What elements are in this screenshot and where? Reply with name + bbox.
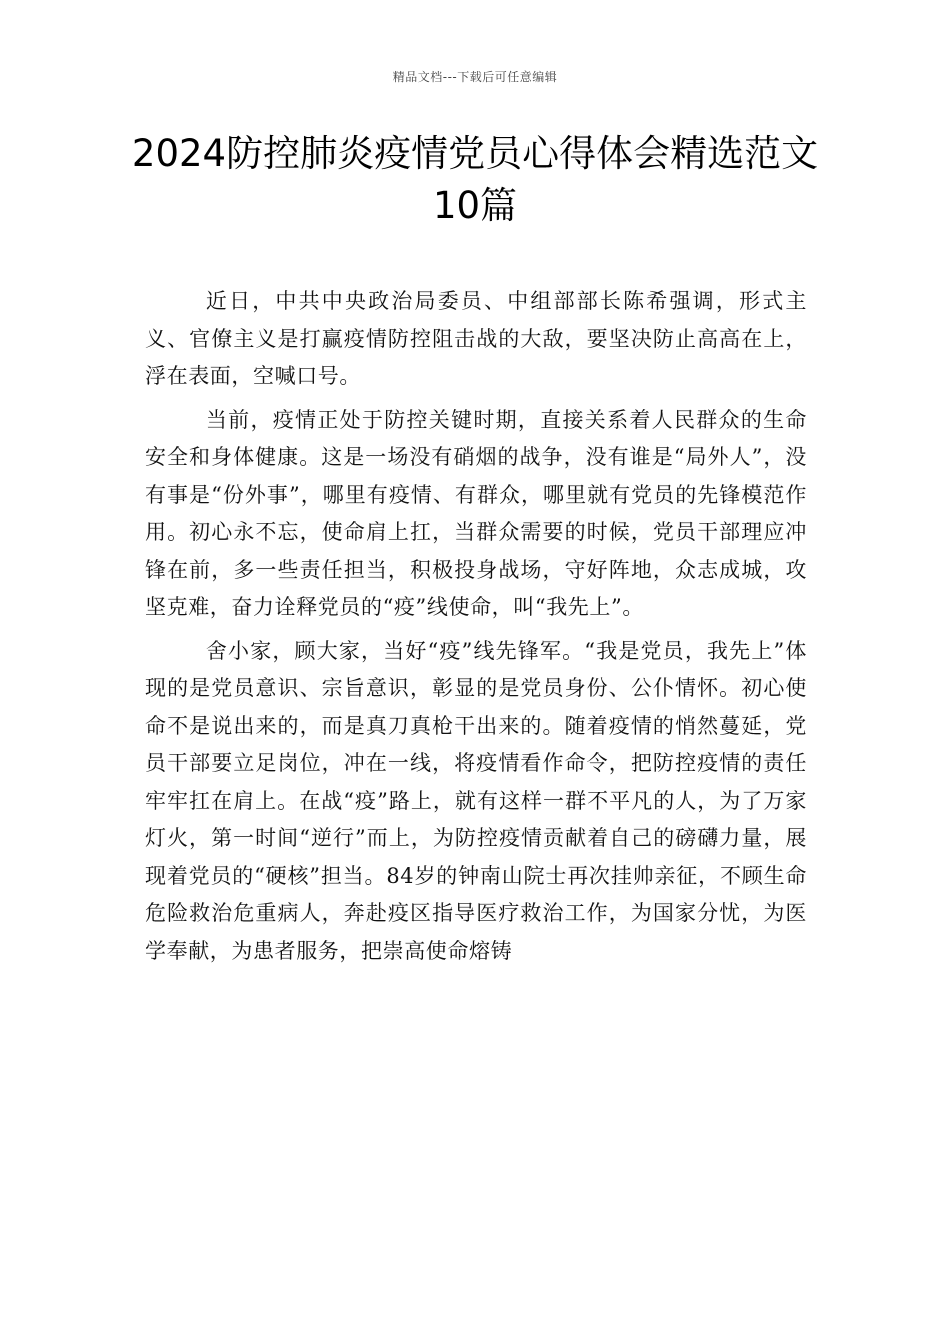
header-watermark: 精品文档---下载后可任意编辑 — [392, 70, 558, 84]
document-title: 2024防控肺炎疫情党员心得体会精选范文10篇 — [131, 132, 819, 227]
paragraph-1: 近日，中共中央政治局委员、中组部部长陈希强调，形式主义、官僚主义是打赢疫情防控阻击战的大敌，要坚决防止高高在上，浮在表面，空喊口号。 — [145, 289, 807, 388]
paragraph-2: 当前，疫情正处于防控关键时期，直接关系着人民群众的生命安全和身体健康。这是一场没有硝烟的战争，没有谁是“局外人”，没有事是“份外事”，哪里有疫情、有群众，哪里就有党员的先锋模范作用。初心永不忘，使命肩上扛，当群众需要的时候，党员干部理应冲锋在前，多一些责任担当，积极投身战场，守好阵地，众志成城，攻坚克难，奋力诠释党员的“疫”线使命，叫“我先上”。 — [145, 407, 807, 619]
document-body — [145, 283, 807, 976]
paragraph-3: 舍小家，顾大家，当好“疫”线先锋军。“我是党员，我先上”体现的是党员意识、宗旨意识，彰显的是党员身份、公仆情怀。初心使命不是说出来的，而是真刀真枪干出来的。随着疫情的悄然蔓延，党员干部要立足岗位，冲在一线，将疫情看作命令，把防控疫情的责任牢牢扛在肩上。在战“疫”路上，就有这样一群不平凡的人，为了万家灯火，第一时间“逆行”而上，为防控疫情贡献着自己的磅礴力量，展现着党员的“硬核”担当。84岁的钟南山院士再次挂帅亲征，不顾生命危险救治危重病人，奔赴疫区指导医疗救治工作，为国家分忧，为医学奉献，为患者服务，把崇高使命熔铸 — [145, 638, 807, 963]
